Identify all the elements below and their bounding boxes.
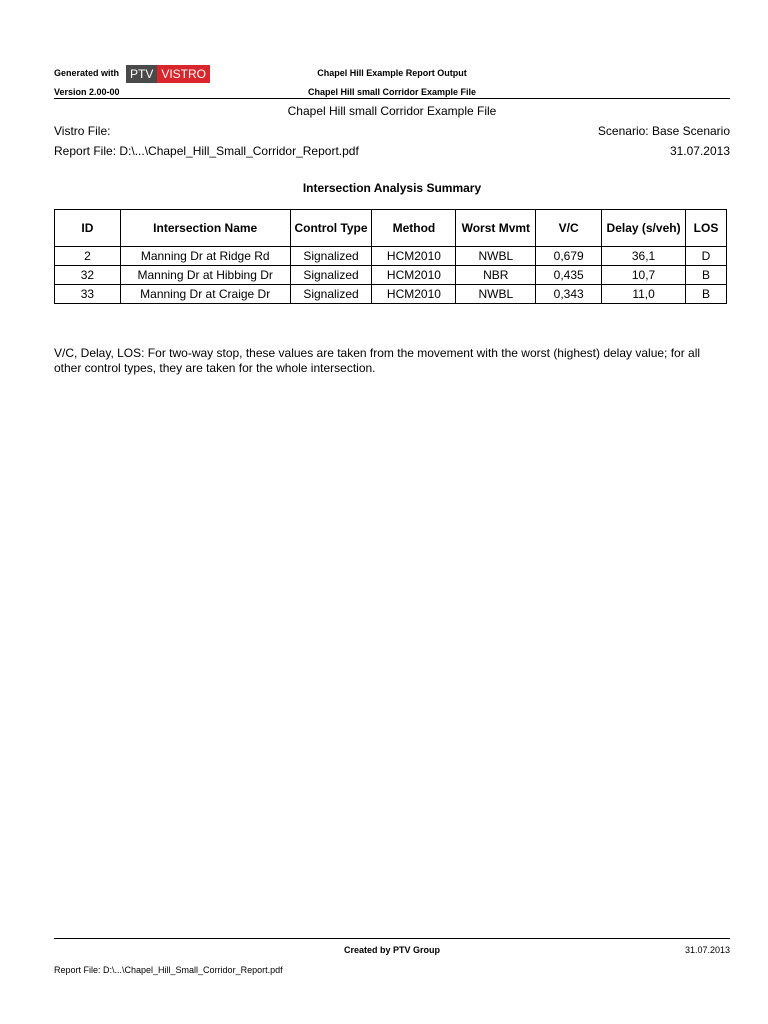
- cell-delay: 10,7: [602, 266, 686, 285]
- footnote-text: V/C, Delay, LOS: For two-way stop, these values are taken from the movement with the worst (highest) delay value; for all other control types, they are taken for the whole intersection.: [54, 346, 701, 375]
- column-header-method: Method: [372, 210, 456, 247]
- cell-worst-mvmt: NBR: [456, 266, 536, 285]
- cell-los: D: [685, 247, 726, 266]
- footer-created-by: Created by PTV Group: [343, 945, 441, 955]
- cell-delay: 36,1: [602, 247, 686, 266]
- report-file-label: Report File: D:\...\Chapel_Hill_Small_Corridor_Report.pdf: [54, 144, 359, 158]
- cell-worst-mvmt: NWBL: [456, 247, 536, 266]
- column-header-los: LOS: [685, 210, 726, 247]
- cell-method: HCM2010: [372, 266, 456, 285]
- cell-los: B: [685, 266, 726, 285]
- cell-intersection-name: Manning Dr at Craige Dr: [120, 285, 290, 304]
- column-header-worst-mvmt: Worst Mvmt: [456, 210, 536, 247]
- table-row: [55, 285, 727, 304]
- cell-control-type: Signalized: [290, 266, 372, 285]
- cell-worst-mvmt: NWBL: [456, 285, 536, 304]
- cell-control-type: Signalized: [290, 285, 372, 304]
- footer-report-file: Report File: D:\...\Chapel_Hill_Small_Corridor_Report.pdf: [54, 965, 283, 975]
- cell-id: 32: [55, 266, 121, 285]
- table-header-row: [55, 210, 727, 247]
- scenario-label: Scenario: Base Scenario: [597, 124, 730, 138]
- cell-id: 2: [55, 247, 121, 266]
- report-date: 31.07.2013: [669, 144, 730, 158]
- report-title: Chapel Hill Example Report Output: [317, 68, 467, 78]
- page-subtitle: Chapel Hill small Corridor Example File: [287, 104, 497, 118]
- footer-divider: [54, 938, 730, 939]
- column-header-vc: V/C: [536, 210, 602, 247]
- cell-vc: 0,435: [536, 266, 602, 285]
- footer-date: 31.07.2013: [684, 945, 730, 955]
- header-divider: [54, 98, 730, 99]
- cell-intersection-name: Manning Dr at Ridge Rd: [120, 247, 290, 266]
- cell-intersection-name: Manning Dr at Hibbing Dr: [120, 266, 290, 285]
- cell-id: 33: [55, 285, 121, 304]
- cell-method: HCM2010: [372, 285, 456, 304]
- column-header-id: ID: [55, 210, 121, 247]
- cell-method: HCM2010: [372, 247, 456, 266]
- intersection-summary-table: [54, 209, 727, 304]
- column-header-intersection-name: Intersection Name: [120, 210, 290, 247]
- column-header-control-type: Control Type: [290, 210, 372, 247]
- vistro-file-label: Vistro File:: [54, 124, 111, 138]
- cell-vc: 0,343: [536, 285, 602, 304]
- cell-vc: 0,679: [536, 247, 602, 266]
- cell-los: B: [685, 285, 726, 304]
- version-label: Version 2.00-00: [54, 87, 120, 97]
- table-row: [55, 247, 727, 266]
- logo-ptv-text: PTV: [126, 65, 157, 83]
- logo-vistro-text: VISTRO: [157, 65, 210, 83]
- cell-delay: 11,0: [602, 285, 686, 304]
- table-row: [55, 266, 727, 285]
- file-title: Chapel Hill small Corridor Example File: [307, 87, 477, 97]
- generated-with-label: Generated with: [54, 68, 120, 78]
- cell-control-type: Signalized: [290, 247, 372, 266]
- column-header-delay: Delay (s/veh): [602, 210, 686, 247]
- section-title: Intersection Analysis Summary: [302, 181, 482, 195]
